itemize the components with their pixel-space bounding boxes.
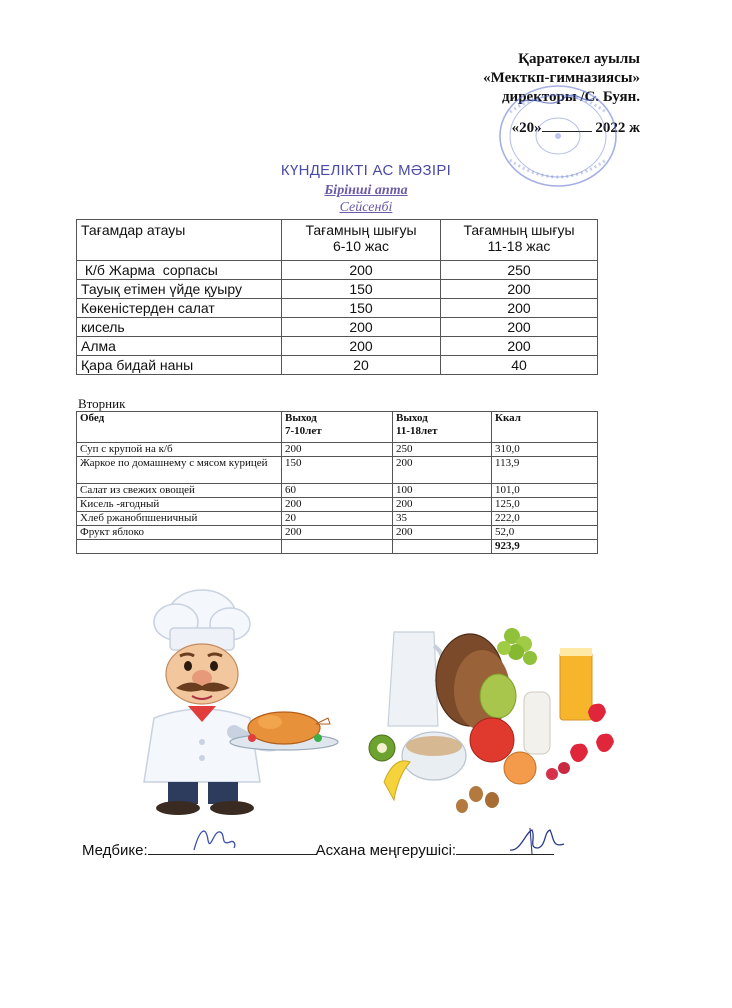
kcal: 113,9 xyxy=(492,457,598,484)
kcal: 101,0 xyxy=(492,484,598,498)
dish-name: Суп с крупой на к/б xyxy=(77,443,282,457)
empty-cell xyxy=(282,540,393,554)
portion-young: 20 xyxy=(282,356,441,375)
kcal: 222,0 xyxy=(492,512,598,526)
kitchen-head-label: Асхана меңгерушісі: xyxy=(315,842,457,859)
menu-table-kz xyxy=(76,219,598,375)
portion-old: 250 xyxy=(441,261,598,280)
menu-table-ru xyxy=(76,411,598,554)
table-row xyxy=(77,512,598,526)
healthy-food-illustration xyxy=(364,586,628,818)
empty-cell xyxy=(77,540,282,554)
dish-name: Қара бидай наны xyxy=(77,356,282,375)
output-old: 250 xyxy=(393,443,492,457)
table-header-row xyxy=(77,220,598,261)
dish-name: Фрукт яблоко xyxy=(77,526,282,540)
table-row xyxy=(77,457,598,484)
portion-old: 200 xyxy=(441,280,598,299)
dish-name: Жаркое по домашнему с мясом курицей xyxy=(77,457,282,484)
day-caption-ru: Вторник xyxy=(78,396,126,411)
output-young: 20 xyxy=(282,512,393,526)
table-row xyxy=(77,356,598,375)
portion-young: 150 xyxy=(282,280,441,299)
output-young: 200 xyxy=(282,498,393,512)
table-row xyxy=(77,261,598,280)
portion-old: 40 xyxy=(441,356,598,375)
header-school: «Мекткп-гимназиясы» xyxy=(483,70,640,86)
signature-line xyxy=(82,840,554,859)
dish-name: Тауық етімен үйде қуыру xyxy=(77,280,282,299)
portion-young: 200 xyxy=(282,337,441,356)
menu-day: Сейсенбі xyxy=(339,200,393,215)
table-total-row xyxy=(77,540,598,554)
dish-name: К/б Жарма сорпасы xyxy=(77,261,282,280)
output-young: 200 xyxy=(282,526,393,540)
table-row xyxy=(77,498,598,512)
empty-cell xyxy=(393,540,492,554)
output-old: 100 xyxy=(393,484,492,498)
dish-name: Хлеб ржанобпшеничный xyxy=(77,512,282,526)
kcal: 52,0 xyxy=(492,526,598,540)
header-director: директоры /С. Буян. xyxy=(501,89,640,105)
output-old: 200 xyxy=(393,526,492,540)
kcal-total: 923,9 xyxy=(492,540,598,554)
table-row xyxy=(77,484,598,498)
dish-name: Салат из свежих овощей xyxy=(77,484,282,498)
table-row xyxy=(77,337,598,356)
output-old: 35 xyxy=(393,512,492,526)
output-young: 60 xyxy=(282,484,393,498)
header-date-year: 2022 ж xyxy=(595,120,640,136)
dish-name: Кисель -ягодный xyxy=(77,498,282,512)
table-row xyxy=(77,318,598,337)
menu-week: Бірінші апта xyxy=(324,183,408,198)
header-meal: Обед xyxy=(77,412,282,443)
header-dish-name: Тағамдар атауы xyxy=(77,220,282,261)
portion-young: 150 xyxy=(282,299,441,318)
table-row xyxy=(77,299,598,318)
dish-name: Көкеністерден салат xyxy=(77,299,282,318)
header-portion-old: Тағамның шығуы 11-18 жас xyxy=(441,220,598,261)
nurse-label: Медбике: xyxy=(82,842,148,859)
portion-old: 200 xyxy=(441,318,598,337)
output-young: 150 xyxy=(282,457,393,484)
portion-young: 200 xyxy=(282,261,441,280)
table-header-row xyxy=(77,412,598,443)
header-kcal: Ккал xyxy=(492,412,598,443)
menu-title: КҮНДЕЛІКТІ АС МӘЗІРІ xyxy=(280,162,452,179)
dish-name: кисель xyxy=(77,318,282,337)
output-old: 200 xyxy=(393,457,492,484)
table-row xyxy=(77,443,598,457)
kitchen-signature xyxy=(506,824,568,858)
header-output-old: Выход 11-18лет xyxy=(393,412,492,443)
output-old: 200 xyxy=(393,498,492,512)
header-portion-young: Тағамның шығуы 6-10 жас xyxy=(282,220,441,261)
header-date-day: «20» xyxy=(511,120,542,136)
kcal: 310,0 xyxy=(492,443,598,457)
table-row xyxy=(77,280,598,299)
portion-old: 200 xyxy=(441,337,598,356)
portion-old: 200 xyxy=(441,299,598,318)
dish-name: Алма xyxy=(77,337,282,356)
nurse-signature xyxy=(190,822,238,856)
chef-illustration xyxy=(84,582,359,818)
portion-young: 200 xyxy=(282,318,441,337)
output-young: 200 xyxy=(282,443,393,457)
header-output-young: Выход 7-10лет xyxy=(282,412,393,443)
table-row xyxy=(77,526,598,540)
kcal: 125,0 xyxy=(492,498,598,512)
header-village: Қаратөкел ауылы xyxy=(518,51,640,67)
